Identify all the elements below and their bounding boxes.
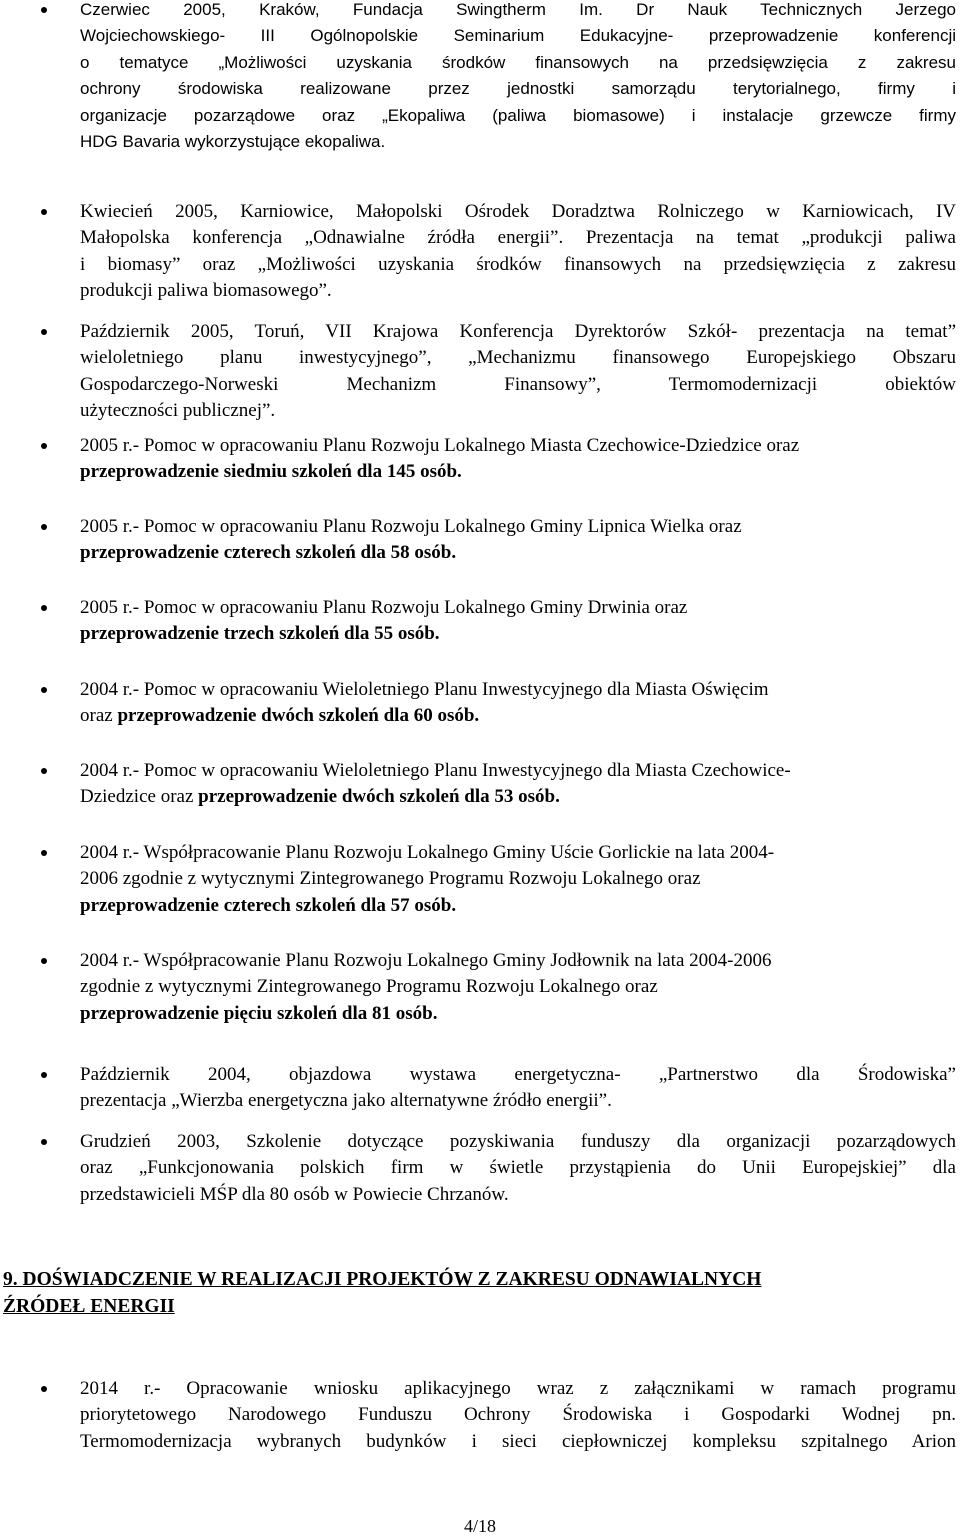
text-line — [80, 784, 956, 810]
text-prefix: Dziedzice oraz — [80, 786, 199, 808]
bold-text: przeprowadzenie trzech szkoleń dla 55 osób. — [80, 623, 440, 645]
text-line: Październik 2005, Toruń, VII Krajowa Konferencja Dyrektorów Szkół- prezentacja na temat” — [80, 321, 956, 342]
text-line: Gospodarczego-Norweski Mechanizm Finansowy”, Termomodernizacji obiektów — [80, 373, 956, 395]
text-line: 2005 r.- Pomoc w opracowaniu Planu Rozwoju Lokalnego Gminy Lipnica Wielka oraz — [80, 516, 742, 537]
text-line: o tematyce „Możliwości uzyskania środków finansowych na przedsięwzięcia z zakresu — [80, 52, 956, 72]
list-item — [80, 595, 956, 648]
bold-text: przeprowadzenie siedmiu szkoleń dla 145 osób. — [80, 461, 462, 483]
text-line: organizacje pozarządowe oraz „Ekopaliwa (paliwa biomasowe) i instalacje grzewcze firmy — [80, 105, 956, 125]
text-line — [80, 893, 956, 919]
text-line: HDG Bavaria wykorzystujące ekopaliwa. — [80, 131, 386, 151]
heading-line: ŹRÓDEŁ ENERGII — [3, 1295, 175, 1317]
text-line: i biomasy” oraz „Możliwości uzyskania środków finansowych na przedsięwzięcia z zakresu — [80, 253, 956, 275]
bold-text: przeprowadzenie dwóch szkoleń dla 60 osób. — [117, 705, 480, 727]
text-line: 2004 r.- Pomoc w opracowaniu Wieloletniego Planu Inwestycyjnego dla Miasta Oświęcim — [80, 679, 769, 700]
list-item — [80, 758, 956, 811]
text-line: ochrony środowiska realizowane przez jednostki samorządu terytorialnego, firmy i — [80, 79, 956, 99]
text-line: 2005 r.- Pomoc w opracowaniu Planu Rozwoju Lokalnego Miasta Czechowice-Dziedzice oraz — [80, 435, 800, 456]
list-item — [80, 948, 956, 1027]
text-line: 2004 r.- Współpracowanie Planu Rozwoju Lokalnego Gminy Uście Gorlickie na lata 2004- — [80, 842, 775, 863]
list-item — [80, 677, 956, 730]
text-line: Grudzień 2003, Szkolenie dotyczące pozyskiwania funduszy dla organizacji pozarządowych — [80, 1131, 956, 1152]
list-item — [80, 840, 956, 919]
text-line: Kwiecień 2005, Karniowice, Małopolski Ośrodek Doradztwa Rolniczego w Karniowicach, IV — [80, 201, 956, 222]
text-line: użyteczności publicznej”. — [80, 400, 276, 422]
list-item — [80, 0, 956, 155]
bold-text: przeprowadzenie dwóch szkoleń dla 53 osób. — [198, 786, 560, 808]
list-item — [80, 319, 956, 425]
text-line: produkcji paliwa biomasowego”. — [80, 280, 332, 302]
text-line: wieloletniego planu inwestycyjnego”, „Mechanizmu finansowego Europejskiego Obszaru — [80, 347, 956, 369]
text-line: Wojciechowskiego- III Ogólnopolskie Seminarium Edukacyjne- przeprowadzenie konferencji — [80, 26, 956, 46]
list-item — [80, 1129, 956, 1208]
bold-text: przeprowadzenie pięciu szkoleń dla 81 osób. — [80, 1002, 438, 1024]
text-line: 2005 r.- Pomoc w opracowaniu Planu Rozwoju Lokalnego Gminy Drwinia oraz — [80, 597, 688, 618]
text-line — [80, 621, 956, 647]
bold-text: przeprowadzenie czterech szkoleń dla 58 osób. — [80, 542, 457, 564]
text-line — [80, 459, 956, 485]
text-line: Małopolska konferencja „Odnawialne źródła energii”. Prezentacja na temat „produkcji paliwa — [80, 227, 956, 249]
text-line — [80, 703, 956, 729]
page-number: 4/18 — [463, 1516, 496, 1536]
text-prefix: oraz — [80, 705, 118, 727]
text-line: Czerwiec 2005, Kraków, Fundacja Swingtherm Im. Dr Nauk Technicznych Jerzego — [80, 0, 956, 19]
list-item — [80, 199, 956, 305]
text-line — [80, 540, 956, 566]
bold-text: przeprowadzenie czterech szkoleń dla 57 osób. — [80, 894, 457, 916]
list-item — [80, 514, 956, 567]
text-line — [80, 1001, 956, 1027]
text-line: zgodnie z wytycznymi Zintegrowanego Programu Rozwoju Lokalnego oraz — [80, 976, 658, 998]
text-line: Październik 2004, objazdowa wystawa energetyczna- „Partnerstwo dla Środowiska” — [80, 1064, 956, 1085]
heading-line: 9. DOŚWIADCZENIE W REALIZACJI PROJEKTÓW Z ZAKRESU ODNAWIALNYCH — [3, 1269, 762, 1290]
text-line: oraz „Funkcjonowania polskich firm w świetle przystąpienia do Unii Europejskiej” dla — [80, 1157, 956, 1179]
text-line: 2004 r.- Pomoc w opracowaniu Wieloletniego Planu Inwestycyjnego dla Miasta Czechowice- — [80, 760, 791, 781]
text-line: priorytetowego Narodowego Funduszu Ochrony Środowiska i Gospodarki Wodnej pn. — [80, 1404, 956, 1426]
text-line: 2014 r.- Opracowanie wniosku aplikacyjnego wraz z załącznikami w ramach programu — [80, 1378, 956, 1399]
section-heading — [3, 1267, 953, 1320]
text-line: 2006 zgodnie z wytycznymi Zintegrowanego Programu Rozwoju Lokalnego oraz — [80, 868, 701, 890]
list-item — [80, 1376, 956, 1455]
text-line: Termomodernizacja wybranych budynków i sieci ciepłowniczej kompleksu szpitalnego Arion — [80, 1430, 956, 1452]
text-line: 2004 r.- Współpracowanie Planu Rozwoju Lokalnego Gminy Jodłownik na lata 2004-2006 — [80, 950, 772, 971]
list-item — [80, 433, 956, 486]
list-item — [80, 1062, 956, 1115]
text-line: prezentacja „Wierzba energetyczna jako alternatywne źródło energii”. — [80, 1090, 612, 1112]
text-line: przedstawicieli MŚP dla 80 osób w Powiecie Chrzanów. — [80, 1183, 509, 1205]
